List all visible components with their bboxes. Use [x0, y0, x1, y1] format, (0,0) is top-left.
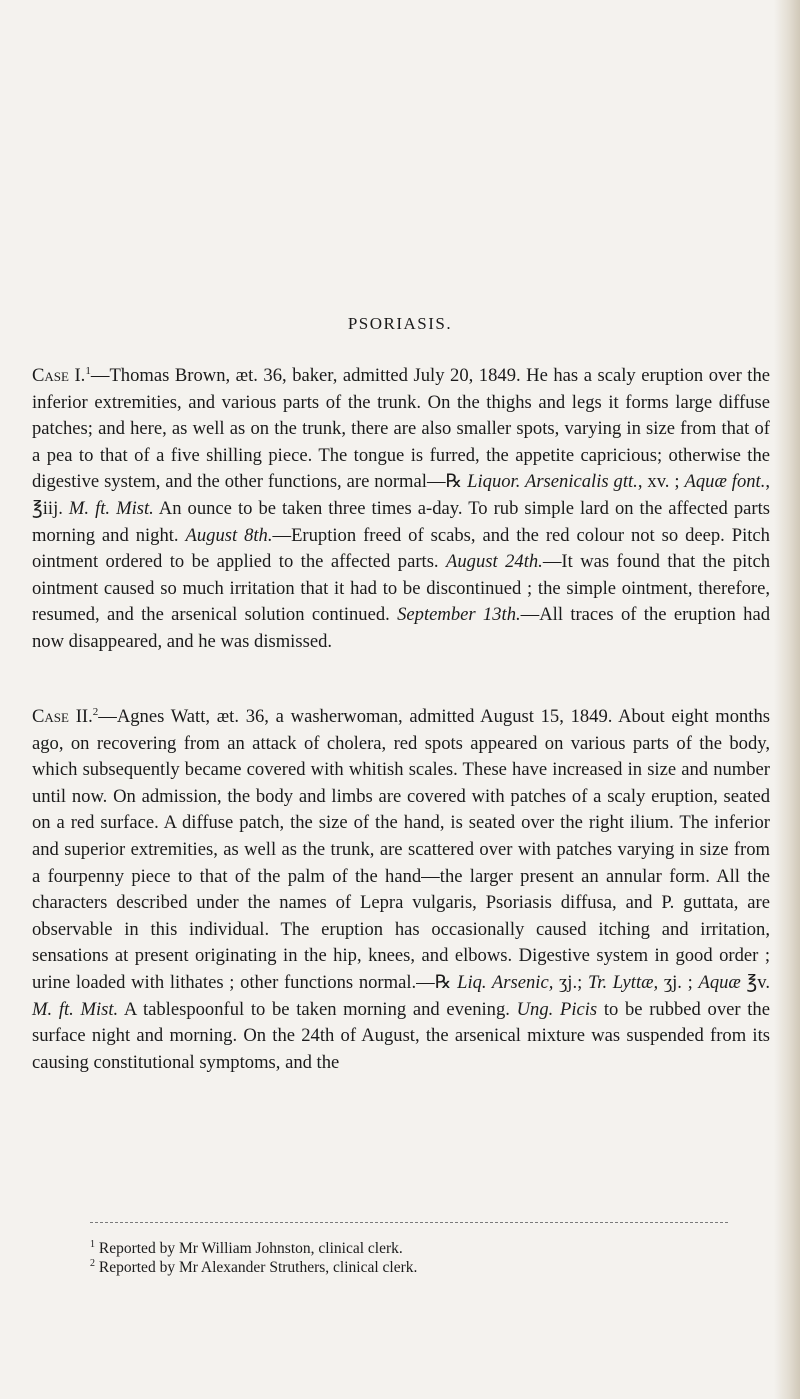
- case-1-date-aug-8: August 8th.: [185, 524, 273, 546]
- case-2-text-e: A tablespoonful to be taken morning and evening.: [118, 998, 517, 1020]
- footnote-divider: [90, 1222, 728, 1223]
- case-1-rx-mist: M. ft. Mist.: [68, 497, 154, 519]
- footnote-1: [90, 1239, 770, 1258]
- footnote-ref-1: 1: [85, 364, 91, 377]
- case-2-text-c: ʒj. ;: [658, 971, 699, 993]
- page-edge-shadow: [774, 0, 800, 1399]
- case-1-text-d: An ounce to be taken three times a-day. To rub simple lard on the affected parts morning and night.: [32, 497, 770, 546]
- footnotes: [90, 1239, 770, 1277]
- case-2-paragraph: [32, 704, 770, 1076]
- case-1-text-f: —It was found that the pitch ointment caused so much irritation that it had to be discontinued ; the simple ointment, therefore, resumed, and the arsenical solution continued.: [32, 551, 770, 626]
- footnote-1-number: 1: [90, 1238, 95, 1250]
- page-title: PSORIASIS.: [347, 314, 453, 333]
- case-1-rx-liquor: Liquor. Arsenicalis gtt.: [467, 471, 638, 493]
- case-1-paragraph: [32, 363, 770, 656]
- case-1-date-sep-13: September 13th.: [397, 604, 521, 626]
- case-1-text-c: , ℥iij.: [32, 471, 771, 519]
- case-1-text-e: —Eruption freed of scabs, and the red colour not so deep. Pitch ointment ordered to be applied to the affected parts.: [32, 524, 770, 573]
- case-2-rx-lyttae: Tr. Lyttæ,: [587, 971, 659, 993]
- footnote-2-number: 2: [90, 1257, 95, 1269]
- footnote-1-text: Reported by Mr William Johnston, clinical clerk.: [95, 1240, 403, 1257]
- case-1-label: Case I.: [32, 365, 86, 386]
- case-2-rx-ung-picis: Ung. Picis: [516, 998, 598, 1020]
- footnote-ref-2: 2: [92, 705, 99, 718]
- case-1-text-b: , xv. ;: [637, 471, 685, 493]
- case-2-label: Case II.: [32, 706, 93, 727]
- case-1-text-a: —Thomas Brown, æt. 36, baker, admitted July 20, 1849. He has a scaly eruption over the inferior extremities, and various parts of the trunk. On the thighs and legs it forms large diffuse patches; and here, as well as on the trunk, there are also smaller spots, varying in size from that of a pea to that of a five shilling piece. The tongue is furred, the appetite capricious; otherwise the digestive system, and the other functions, are normal—℞: [32, 365, 771, 493]
- case-2-rx-aqua: Aquæ: [698, 971, 741, 993]
- case-2-text-d: ℥v.: [740, 971, 770, 993]
- case-2-text-b: ʒj.;: [553, 971, 588, 993]
- footnote-2-text: Reported by Mr Alexander Struthers, clinical clerk.: [95, 1259, 418, 1276]
- footnote-2: [90, 1258, 770, 1277]
- case-2-text-f: to be rubbed over the surface night and morning. On the 24th of August, the arsenical mixture was suspended from its causing constitutional symptoms, and the: [32, 998, 770, 1073]
- case-2-rx-mist: M. ft. Mist.: [32, 998, 119, 1020]
- case-2-rx-arsenic: Liq. Arsenic,: [457, 971, 554, 993]
- case-1-rx-aqua: Aquæ font.: [684, 471, 766, 493]
- case-2-text-a: —Agnes Watt, æt. 36, a washerwoman, admitted August 15, 1849. About eight months ago, on recovering from an attack of cholera, red spots appeared on various parts of the body, which subsequently became covered with whitish scales. These have increased in size and number until now. On admission, the body and limbs are covered with patches of a scaly eruption, seated on a red surface. A diffuse patch, the size of the hand, is seated over the right ilium. The inferior and superior extremities, as well as the trunk, are scattered over with patches varying in size from a fourpenny piece to that of the palm of the hand—the larger present an annular form. All the characters described under the names of Lepra vulgaris, Psoriasis diffusa, and P. guttata, are observable in this individual. The eruption has occasionally caused itching and irritation, sensations at present originating in the hip, knees, and elbows. Digestive system in good order ; urine loaded with lithates ; other functions normal.—℞: [32, 706, 770, 993]
- case-1-text-g: —All traces of the eruption had now disappeared, and he was dismissed.: [32, 604, 770, 652]
- case-1-date-aug-24: August 24th.: [446, 551, 543, 573]
